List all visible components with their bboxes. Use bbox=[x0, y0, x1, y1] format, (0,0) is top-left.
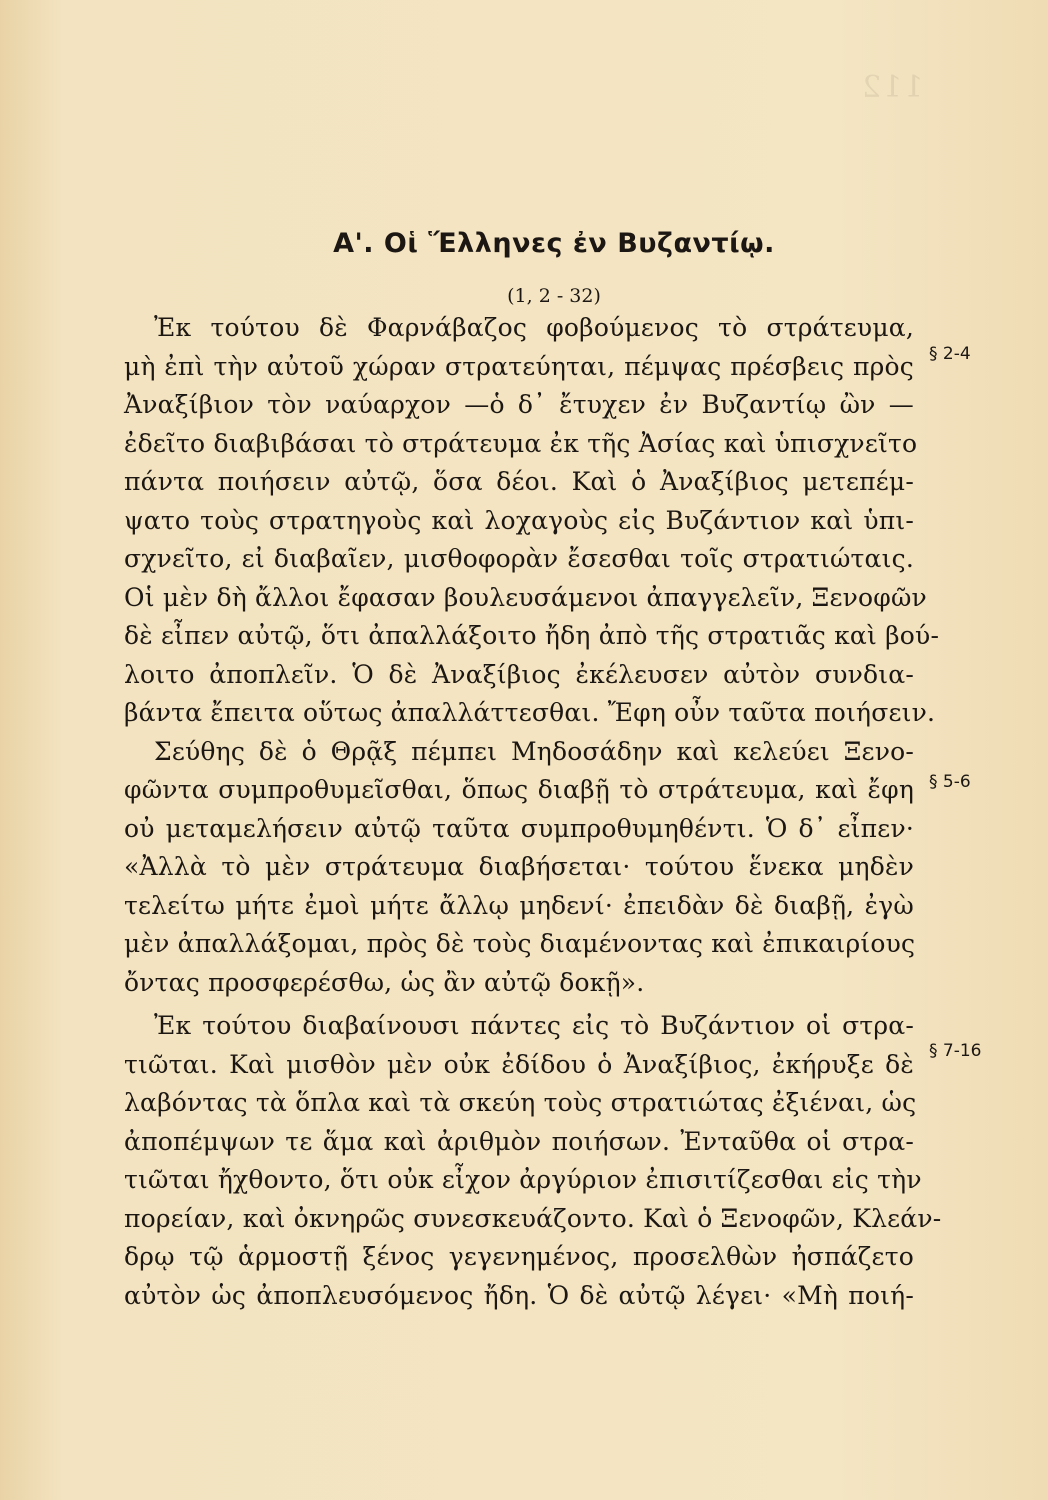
text-line: πορείαν, καὶ ὀκνηρῶς συνεσκευάζοντο. Καὶ ὁ Ξενοφῶν, Κλεάν- bbox=[124, 1203, 942, 1233]
text-line: Οἱ μὲν δὴ ἄλλοι ἔφασαν βουλευσάμενοι ἀπαγγελεῖν, Ξενοφῶν bbox=[124, 582, 927, 612]
text-line: Ἐκ τούτου διαβαίνουσι πάντες εἰς τὸ Βυζάντιον οἱ στρα- bbox=[154, 1011, 914, 1040]
text-line: μὴ ἐπὶ τὴν αὐτοῦ χώραν στρατεύηται, πέμψας πρέσβεις πρὸς bbox=[124, 351, 914, 381]
paragraph bbox=[124, 1007, 942, 1315]
text-line: ἀποπέμψων τε ἅμα καὶ ἀριθμὸν ποιήσων. Ἐνταῦθα οἱ στρα- bbox=[124, 1126, 914, 1156]
chapter-heading-text: Α'. Οἱ Ἕλληνες ἐν Βυζαντίῳ. bbox=[333, 228, 775, 259]
paragraph bbox=[124, 309, 940, 733]
paragraph bbox=[124, 733, 914, 1003]
text-line: πάντα ποιήσειν αὐτῷ, ὅσα δέοι. Καὶ ὁ Ἀναξίβιος μετεπέμ- bbox=[124, 467, 914, 496]
text-line: μὲν ἀπαλλάξομαι, πρὸς δὲ τοὺς διαμένοντας καὶ ἐπικαιρίους bbox=[124, 929, 916, 958]
page-number: 112 bbox=[860, 70, 924, 105]
chapter-heading bbox=[0, 228, 1048, 259]
text-line: ἐδεῖτο διαβιβάσαι τὸ στράτευμα ἐκ τῆς Ἀσίας καὶ ὑπισχνεῖτο bbox=[124, 428, 918, 458]
text-line: οὐ μεταμελήσειν αὐτῷ ταῦτα συμπροθυμηθέντι. Ὁ δ᾽ εἶπεν· bbox=[124, 813, 914, 843]
chapter-reference-text: (1, 2 - 32) bbox=[507, 285, 601, 307]
text-line: σχνεῖτο, εἰ διαβαῖεν, μισθοφορὰν ἔσεσθαι τοῖς στρατιώταις. bbox=[124, 544, 914, 573]
chapter-reference bbox=[0, 285, 1048, 307]
text-line: αὐτὸν ὡς ἀποπλευσόμενος ἤδη. Ὁ δὲ αὐτῷ λέγει· «Μὴ ποιή- bbox=[124, 1280, 914, 1310]
text-line: Σεύθης δὲ ὁ Θρᾷξ πέμπει Μηδοσάδην καὶ κελεύει Ξενο- bbox=[154, 736, 914, 766]
text-line: τελείτω μήτε ἐμοὶ μήτε ἄλλῳ μηδενί· ἐπειδὰν δὲ διαβῇ, ἐγὼ bbox=[124, 890, 914, 920]
text-line: Ἀναξίβιον τὸν ναύαρχον —ὁ δ᾽ ἔτυχεν ἐν Βυζαντίῳ ὢν — bbox=[124, 390, 914, 419]
text-line: δρῳ τῷ ἁρμοστῇ ξένος γεγενημένος, προσελθὼν ἠσπάζετο bbox=[124, 1242, 914, 1271]
margin-section-ref: § 7-16 bbox=[929, 1041, 982, 1061]
text-line: δὲ εἶπεν αὐτῷ, ὅτι ἀπαλλάξοιτο ἤδη ἀπὸ τῆς στρατιᾶς καὶ βού- bbox=[124, 621, 940, 650]
margin-section-ref: § 5-6 bbox=[929, 772, 971, 792]
text-line: λοιτο ἀποπλεῖν. Ὁ δὲ Ἀναξίβιος ἐκέλευσεν αὐτὸν συνδια- bbox=[124, 659, 914, 689]
margin-section-ref: § 2-4 bbox=[929, 344, 971, 364]
main-text bbox=[124, 309, 942, 1315]
text-line: τιῶται ἤχθοντο, ὅτι οὐκ εἶχον ἀργύριον ἐπισιτίζεσθαι εἰς τὴν bbox=[124, 1165, 922, 1194]
text-line: τιῶται. Καὶ μισθὸν μὲν οὐκ ἐδίδου ὁ Ἀναξίβιος, ἐκήρυξε δὲ bbox=[124, 1049, 914, 1079]
text-line: ὄντας προσφερέσθω, ὡς ἂν αὐτῷ δοκῇ». bbox=[124, 967, 645, 997]
text-line: φῶντα συμπροθυμεῖσθαι, ὅπως διαβῇ τὸ στράτευμα, καὶ ἔφη bbox=[124, 775, 914, 804]
text-line: λαβόντας τὰ ὅπλα καὶ τὰ σκεύη τοὺς στρατιώτας ἐξιέναι, ὡς bbox=[124, 1088, 917, 1117]
text-line: Ἐκ τούτου δὲ Φαρνάβαζος φοβούμενος τὸ στράτευμα, bbox=[154, 313, 914, 342]
text-line: βάντα ἔπειτα οὕτως ἀπαλλάττεσθαι. Ἔφη οὖν ταῦτα ποιήσειν. bbox=[124, 698, 936, 727]
text-line: ψατο τοὺς στρατηγοὺς καὶ λοχαγοὺς εἰς Βυζάντιον καὶ ὑπι- bbox=[124, 505, 914, 535]
text-line: «Ἀλλὰ τὸ μὲν στράτευμα διαβήσεται· τούτου ἕνεκα μηδὲν bbox=[124, 852, 914, 881]
